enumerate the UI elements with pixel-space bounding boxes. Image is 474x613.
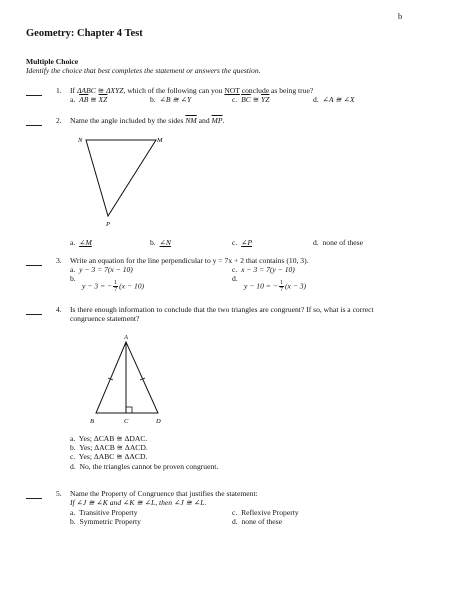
choice-text: Yes; ΔABC ≅ ΔACD. bbox=[78, 452, 148, 461]
question-number: 1. bbox=[56, 86, 62, 95]
choice-letter: b. bbox=[70, 274, 76, 283]
choice-letter: a. bbox=[70, 265, 76, 274]
choice-letter: a. bbox=[70, 508, 76, 517]
question-4-text-line2: congruence statement? bbox=[70, 314, 140, 323]
triangle-nmp-figure bbox=[70, 130, 180, 235]
label-d: D bbox=[156, 418, 161, 425]
expr-post: (x − 3) bbox=[284, 281, 307, 291]
choice-d[interactable] bbox=[313, 95, 355, 104]
choice-text: ∠A ≅ ∠X bbox=[322, 95, 355, 104]
answer-blank-1[interactable] bbox=[26, 95, 42, 96]
segment: $\overline{YZ}$ bbox=[260, 95, 270, 104]
choice-a[interactable] bbox=[70, 434, 147, 443]
choice-letter: c. bbox=[232, 238, 238, 247]
question-number: 4. bbox=[56, 305, 62, 314]
q1-text-post: conclude as being true? bbox=[241, 86, 314, 95]
answer-blank-5[interactable] bbox=[26, 498, 42, 499]
choice-d[interactable] bbox=[313, 238, 363, 247]
expr-pre: y − 3 = − bbox=[82, 281, 113, 291]
question-3-text: Write an equation for the line perpendicular to y = 7x + 2 that contains (10, 3). bbox=[70, 256, 309, 265]
instructions: Identify the choice that best completes the statement or answers the question. bbox=[26, 66, 261, 75]
question-2-text bbox=[70, 116, 224, 125]
question-5-text-line2: If ∠J ≅ ∠K and ∠K ≅ ∠L, then ∠J ≅ ∠L. bbox=[70, 498, 207, 507]
question-4-text-line1: Is there enough information to conclude that the two triangles are congruent? If so, what is a correct bbox=[70, 305, 374, 314]
choice-text: none of these bbox=[241, 517, 282, 526]
choice-b[interactable] bbox=[70, 443, 148, 452]
choice-b[interactable] bbox=[150, 238, 171, 247]
choice-letter: b. bbox=[150, 238, 156, 247]
choice-text: ∠B ≅ ∠Y bbox=[159, 95, 192, 104]
expr-post: (x − 10) bbox=[119, 281, 145, 291]
q1-congruent-symbol: ≅ bbox=[97, 86, 105, 95]
choice-text: No, the triangles cannot be proven congruent. bbox=[79, 462, 219, 471]
q2-text-post: . bbox=[222, 116, 225, 125]
choice-text: y − 3 = 7(x − 10) bbox=[79, 265, 133, 274]
fraction-numerator: 1 bbox=[114, 280, 118, 286]
choice-a[interactable] bbox=[70, 238, 92, 247]
fraction-denominator: 7 bbox=[279, 287, 283, 293]
choice-a[interactable] bbox=[70, 508, 138, 517]
label-p: P bbox=[106, 221, 110, 228]
triangle-abd-figure bbox=[84, 330, 174, 430]
choice-a[interactable] bbox=[70, 265, 133, 274]
segment: $\overline{AB}$ bbox=[79, 95, 89, 104]
segment: $\overline{BC}$ bbox=[241, 95, 251, 104]
choice-c[interactable]: c. $\overline{BC}$ ≅ $\overline{YZ}$ bbox=[232, 95, 270, 104]
choice-text: Symmetric Property bbox=[79, 517, 141, 526]
q1-text-pre: If bbox=[70, 86, 76, 95]
question-number: 3. bbox=[56, 256, 62, 265]
question-5-text-line1: Name the Property of Congruence that justifies the statement: bbox=[70, 489, 258, 498]
choice-text: ∠M bbox=[79, 238, 92, 247]
choice-letter: a. bbox=[70, 238, 76, 247]
question-number: 2. bbox=[56, 116, 62, 125]
choice-letter: b. bbox=[70, 443, 76, 452]
choice-text: Reflexive Property bbox=[241, 508, 299, 517]
section-heading: Multiple Choice bbox=[26, 57, 79, 66]
choice-letter: d. bbox=[70, 462, 76, 471]
fraction bbox=[113, 280, 118, 293]
label-b: B bbox=[90, 418, 94, 425]
page-title: Geometry: Chapter 4 Test bbox=[26, 28, 143, 39]
fraction bbox=[279, 280, 284, 293]
q2-and: and bbox=[198, 116, 210, 125]
choice-letter: b. bbox=[70, 517, 76, 526]
expr-pre: y − 10 = − bbox=[244, 281, 278, 291]
question-number: 5. bbox=[56, 489, 62, 498]
choice-d-expression bbox=[244, 280, 306, 293]
fraction-denominator: 7 bbox=[114, 287, 118, 293]
choice-c[interactable] bbox=[232, 508, 299, 517]
answer-blank-2[interactable] bbox=[26, 125, 42, 126]
choice-letter: c. bbox=[70, 452, 76, 461]
choice-letter: a. bbox=[70, 434, 76, 443]
choice-d[interactable] bbox=[232, 517, 282, 526]
label-c: C bbox=[124, 418, 129, 425]
choice-letter: d. bbox=[232, 517, 238, 526]
choice-letter: b. bbox=[150, 95, 156, 104]
choice-c[interactable] bbox=[70, 452, 147, 461]
q2-text-pre: Name the angle included by the sides bbox=[70, 116, 184, 125]
q1-text-mid: , which of the following can you bbox=[123, 86, 223, 95]
choice-c[interactable] bbox=[232, 265, 295, 274]
choice-b[interactable] bbox=[70, 274, 76, 283]
q2-segment-2: $\overline{MP}$ bbox=[211, 116, 223, 125]
choice-letter: a. bbox=[70, 95, 76, 104]
choice-text: ∠N bbox=[159, 238, 171, 247]
choice-letter: d. bbox=[313, 238, 319, 247]
choice-text: Yes; ΔACB ≅ ΔACD. bbox=[79, 443, 148, 452]
choice-b[interactable] bbox=[150, 95, 191, 104]
choice-a[interactable]: a. $\overline{AB}$ ≅ $\overline{XZ}$ bbox=[70, 95, 108, 104]
choice-text: Yes; ΔCAB ≅ ΔDAC. bbox=[78, 434, 148, 443]
q1-triangle-2: ΔXYZ bbox=[105, 86, 124, 95]
q2-segment-1: $\overline{NM}$ bbox=[185, 116, 197, 125]
segment: $\overline{XZ}$ bbox=[98, 95, 108, 104]
q1-not: NOT bbox=[224, 86, 240, 95]
choice-letter: c. bbox=[232, 265, 238, 274]
choice-b-expression bbox=[82, 280, 144, 293]
fraction-numerator: 1 bbox=[279, 280, 283, 286]
answer-blank-3[interactable] bbox=[26, 265, 42, 266]
label-m: M bbox=[157, 137, 163, 144]
choice-letter: d. bbox=[313, 95, 319, 104]
q1-triangle-1: ΔABC bbox=[76, 86, 96, 95]
label-a: A bbox=[124, 334, 128, 341]
choice-text: x − 3 = 7(y − 10) bbox=[241, 265, 295, 274]
choice-text: Transitive Property bbox=[78, 508, 138, 517]
choice-d[interactable] bbox=[70, 462, 218, 471]
choice-b[interactable] bbox=[70, 517, 141, 526]
choice-c[interactable] bbox=[232, 238, 252, 247]
question-1-text bbox=[70, 86, 313, 95]
page-letter: b bbox=[398, 12, 403, 21]
label-n: N bbox=[78, 137, 83, 144]
choice-letter: d. bbox=[232, 274, 238, 283]
choice-letter: c. bbox=[232, 508, 238, 517]
answer-blank-4[interactable] bbox=[26, 314, 42, 315]
choice-letter: c. bbox=[232, 95, 238, 104]
choice-d[interactable] bbox=[232, 274, 238, 283]
choice-text: ∠P bbox=[241, 238, 253, 247]
choice-text: none of these bbox=[322, 238, 363, 247]
